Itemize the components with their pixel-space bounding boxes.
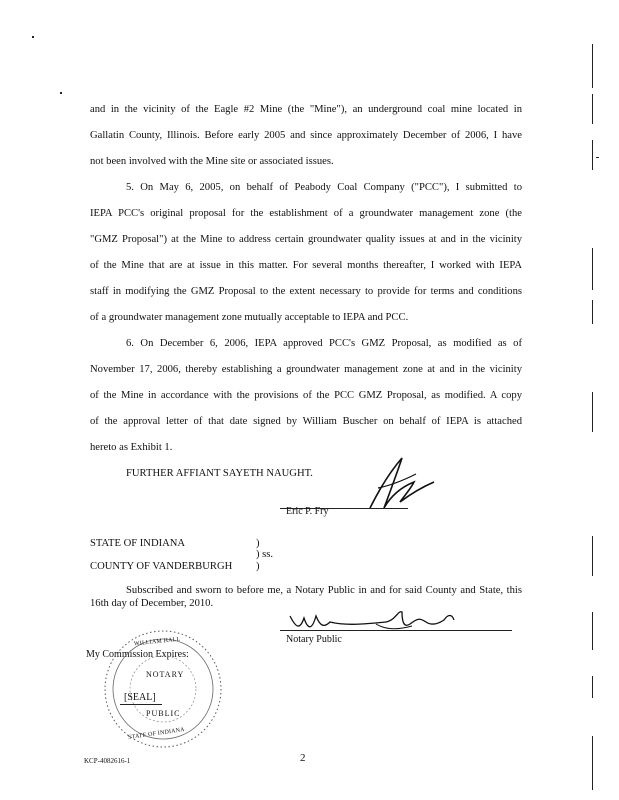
seal-public: PUBLIC — [146, 709, 181, 718]
seal-label: [SEAL] — [124, 692, 156, 703]
scan-mark — [592, 300, 593, 324]
scan-mark — [592, 676, 593, 698]
body-line: of a groundwater management zone mutually acceptable to IEPA and PCC. — [90, 312, 409, 323]
body-line: IEPA PCC's original proposal for the establishment of a groundwater management zone (the — [90, 208, 522, 219]
notary-label: Notary Public — [286, 634, 342, 645]
seal-ring-bottom: STATE OF INDIANA — [127, 727, 186, 741]
scan-mark — [592, 248, 593, 290]
body-line: staff in modifying the GMZ Proposal to the extent necessary to provide for terms and conditions — [90, 286, 522, 297]
body-line: of the Mine that are at issue in this matter. For several months thereafter, I worked with IEPA — [90, 260, 522, 271]
jurat-line: 16th day of December, 2010. — [90, 598, 214, 609]
body-line: "GMZ Proposal") at the Mine to address certain groundwater quality issues at and in the vicinity — [90, 234, 522, 245]
venue-ss: ) ss. — [256, 549, 274, 560]
affiant-name: Eric P. Fry — [286, 506, 329, 517]
affiant-signature — [330, 452, 440, 524]
body-line: Gallatin County, Illinois. Before early 2005 and since approximately December of 2006, I have — [90, 130, 522, 141]
body-line: of the approval letter of that date signed by William Buscher on behalf of IEPA is attached — [90, 416, 522, 427]
jurat-line: Subscribed and sworn to before me, a Notary Public in and for said County and State, this — [126, 585, 522, 596]
scan-mark — [592, 140, 593, 170]
scan-mark — [592, 94, 593, 124]
venue-county: COUNTY OF VANDERBURGH — [90, 561, 233, 572]
scan-mark — [592, 536, 593, 576]
venue-state: STATE OF INDIANA — [90, 538, 186, 549]
body-line: 6. On December 6, 2006, IEPA approved PCC's GMZ Proposal, as modified as of — [126, 338, 522, 349]
scan-mark — [592, 392, 593, 432]
body-line: not been involved with the Mine site or associated issues. — [90, 156, 334, 167]
body-line: 5. On May 6, 2005, on behalf of Peabody Coal Company ("PCC"), I submitted to — [126, 182, 522, 193]
seal-notary: NOTARY — [146, 670, 185, 679]
footer-code: KCP-4082616-1 — [84, 757, 131, 765]
seal-signature-line — [120, 704, 162, 705]
scan-mark — [592, 736, 593, 790]
closing-statement: FURTHER AFFIANT SAYETH NAUGHT. — [126, 468, 313, 479]
venue-bracket: ) — [256, 538, 260, 549]
body-line: November 17, 2006, thereby establishing a groundwater management zone at and in the vicinity — [90, 364, 522, 375]
scan-mark — [596, 157, 599, 158]
scan-mark — [60, 92, 62, 94]
scan-mark — [592, 44, 593, 88]
scan-mark — [32, 36, 34, 38]
notary-signature-line — [280, 630, 512, 631]
venue-bracket: ) — [256, 561, 260, 572]
body-line: and in the vicinity of the Eagle #2 Mine (the "Mine"), an underground coal mine located in — [90, 104, 522, 115]
page-number: 2 — [300, 752, 306, 764]
scan-mark — [592, 612, 593, 650]
seal-ring-top: WILLIAM HALL — [133, 636, 181, 648]
body-line: hereto as Exhibit 1. — [90, 442, 173, 453]
body-line: of the Mine in accordance with the provisions of the PCC GMZ Proposal, as modified. A copy — [90, 390, 522, 401]
commission-label: My Commission Expires: — [86, 649, 189, 660]
